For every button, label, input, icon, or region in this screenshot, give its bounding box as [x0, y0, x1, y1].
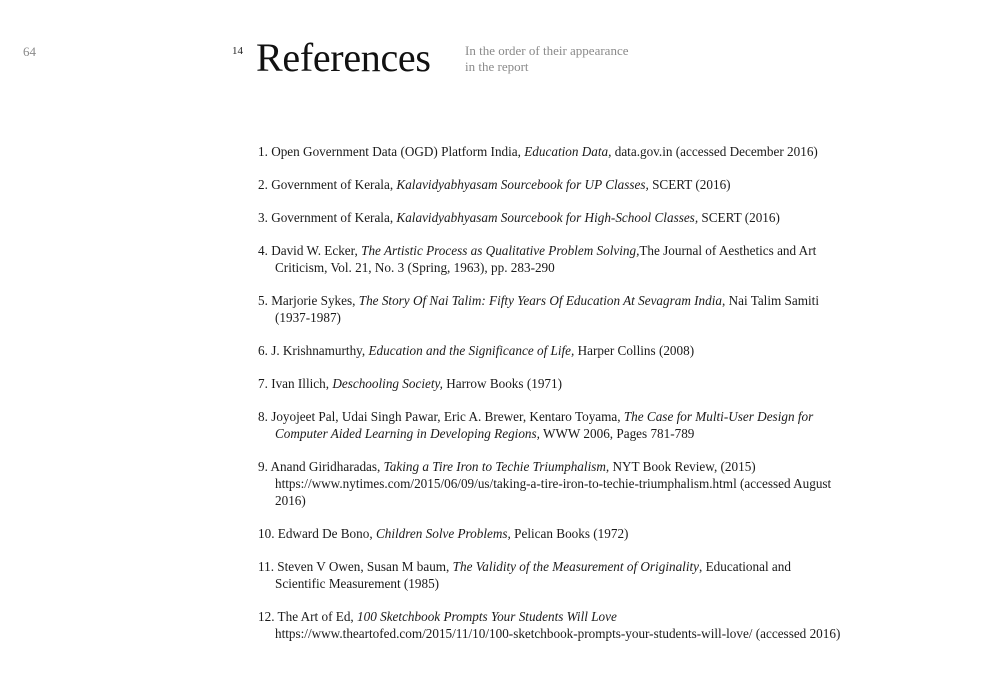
reference-title: The Case for Multi-User Design for Computer Aided Learning in Developing Regions, [275, 409, 814, 441]
reference-title: Taking a Tire Iron to Techie Triumphalism, [383, 459, 610, 474]
reference-authors: Open Government Data (OGD) Platform India, [271, 144, 525, 159]
reference-number: 11. [258, 559, 274, 574]
reference-title: Children Solve Problems, [375, 526, 511, 541]
reference-number: 1. [258, 144, 268, 159]
reference-details: , Educational and Scientific Measurement (1985) [275, 559, 791, 591]
section-number: 14 [232, 45, 243, 57]
reference-authors: The Art of Ed, [277, 609, 358, 624]
reference-authors: Anand Giridharadas, [270, 459, 384, 474]
reference-number: 8. [258, 409, 268, 424]
reference-number: 2. [258, 177, 268, 192]
page-number: 64 [23, 44, 36, 59]
reference-details: Pelican Books (1972) [510, 526, 629, 541]
reference-authors: Ivan Illich, [271, 376, 333, 391]
reference-authors: Steven V Owen, Susan M baum, [277, 559, 453, 574]
reference-item [258, 608, 843, 642]
reference-title: Education Data, [524, 144, 612, 159]
reference-details: , Nai Talim Samiti (1937-1987) [275, 293, 819, 325]
reference-authors: Marjorie Sykes, [271, 293, 359, 308]
reference-list [258, 143, 843, 658]
reference-authors: David W. Ecker, [271, 243, 362, 258]
page-title: References [256, 35, 431, 80]
reference-details: Harrow Books (1971) [442, 376, 562, 391]
reference-title: Education and the Significance of Life, [368, 343, 575, 358]
reference-details: SCERT (2016) [648, 177, 731, 192]
reference-authors: Joyojeet Pal, Udai Singh Pawar, Eric A. Brewer, Kentaro Toyama, [271, 409, 624, 424]
reference-details: NYT Book Review, (2015) https://www.nytimes.com/2015/06/09/us/taking-a-tire-iron-to-techie-triumphalism.html (accessed August 2016) [275, 459, 832, 508]
reference-number: 3. [258, 210, 268, 225]
reference-title: Kalavidyabhyasam Sourcebook for UP Classes, [396, 177, 649, 192]
reference-details: Harper Collins (2008) [574, 343, 695, 358]
reference-title: 100 Sketchbook Prompts Your Students Will Love [357, 609, 617, 624]
reference-number: 4. [258, 243, 268, 258]
reference-title: The Validity of the Measurement of Originality [452, 559, 700, 574]
reference-item [258, 525, 843, 542]
reference-details: data.gov.in (accessed December 2016) [611, 144, 818, 159]
reference-item [258, 292, 843, 326]
reference-number: 5. [258, 293, 268, 308]
reference-title: Kalavidyabhyasam Sourcebook for High-School Classes, [396, 210, 699, 225]
reference-item [258, 558, 843, 592]
reference-title: The Artistic Process as Qualitative Problem Solving, [361, 243, 640, 258]
reference-title: Deschooling Society, [332, 376, 443, 391]
reference-item [258, 143, 843, 160]
page-subtitle: In the order of their appearance in the report [465, 43, 629, 74]
reference-number: 9. [258, 459, 268, 474]
reference-item [258, 176, 843, 193]
reference-details: WWW 2006, Pages 781-789 [539, 426, 695, 441]
reference-title: The Story Of Nai Talim: Fifty Years Of Education At Sevagram India [358, 293, 722, 308]
reference-authors: Edward De Bono, [277, 526, 376, 541]
reference-number: 12. [258, 609, 275, 624]
reference-item [258, 242, 843, 276]
reference-number: 6. [258, 343, 268, 358]
reference-authors: Government of Kerala, [271, 210, 397, 225]
reference-number: 10. [258, 526, 275, 541]
reference-item [258, 458, 843, 509]
reference-number: 7. [258, 376, 268, 391]
reference-item [258, 375, 843, 392]
reference-item [258, 342, 843, 359]
reference-item [258, 408, 843, 442]
reference-details: The Journal of Aesthetics and Art Criticism, Vol. 21, No. 3 (Spring, 1963), pp. 283-290 [275, 243, 817, 275]
reference-authors: Government of Kerala, [271, 177, 397, 192]
reference-details: SCERT (2016) [698, 210, 780, 225]
reference-item [258, 209, 843, 226]
reference-authors: J. Krishnamurthy, [271, 343, 369, 358]
reference-details: https://www.theartofed.com/2015/11/10/100-sketchbook-prompts-your-students-will-love/ (accessed 2016) [275, 626, 841, 641]
